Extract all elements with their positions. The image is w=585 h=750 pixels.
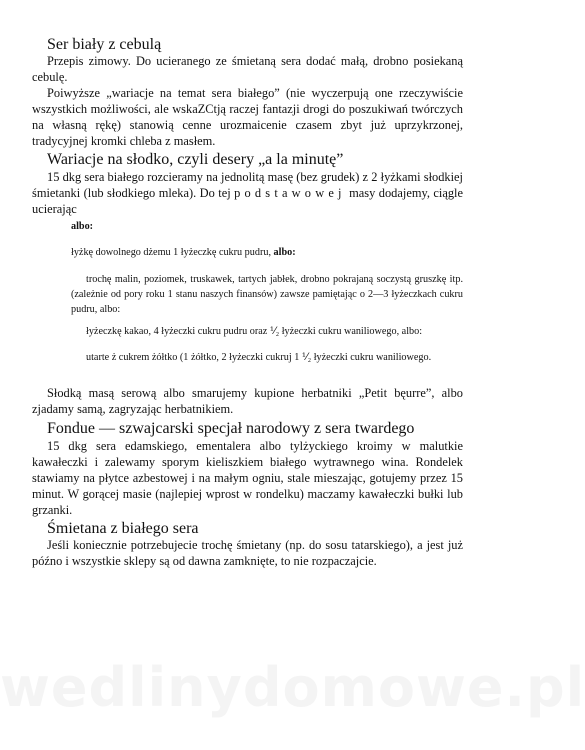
watermark-logo: wedlinydomowe.pl — [0, 656, 585, 719]
option-owoce: trochę malin, poziomek, truskawek, tartych jabłek, drobno pokrajaną soczystą gruszkę itp. (zależnie od pory roku 1 stanu naszych finansów) zawsze pamiętając o 2—3 łyżeczkach cukru pudru, albo: — [71, 274, 463, 315]
option-zoltko: utarte ż cukrem żółtko (1 żółtko, 2 łyżeczki cukruj 1 ⅟₂ łyżeczki cukru waniliowego. — [86, 352, 432, 363]
intro-text-start: 15 dkg sera białego rozcieramy na jednolitą masę (bez grudek) z 2 łyżkami słodkiej śmietanki (lub słodkiego mleka). Do tej — [32, 170, 463, 200]
section-title-wariacje-na-slodko: Wariacje na słodko, czyli desery „a la minutę” — [47, 151, 344, 168]
section-title-smietana: Śmietana z białego sera — [47, 520, 199, 537]
option-dzem-text: łyżkę dowolnego dżemu 1 łyżeczkę cukru pudru, — [71, 247, 271, 258]
option-dzem — [71, 245, 463, 260]
paragraph-smietana-recipe: Jeśli koniecznie potrzebujecie trochę śmietany (np. do sosu tatarskiego), a jest już późno i wszystkie sklepy są od dawna zamknięte, to nie rozpaczajcie. — [32, 538, 463, 568]
paragraph-herbatniki: Słodką masą serową albo smarujemy kupione herbatniki „Petit bęurre”, albo zjadamy samą, zagryzając herbatnikiem. — [32, 386, 463, 416]
paragraph-cebula-recipe: Przepis zimowy. Do ucieranego ze śmietaną sera dodać małą, drobno posiekaną cebulę. — [32, 54, 463, 84]
intro-text-end: masy dodajemy, ciągle ucierając — [32, 186, 463, 216]
paragraph-deser-intro — [32, 169, 463, 217]
intro-spaced-word: podstawowej — [234, 186, 346, 200]
option-dzem-albo: albo: — [273, 247, 296, 258]
paragraph-wariacje-note: Poiwyższe „wariacje na temat sera białego” (nie wyczerpują one rzeczywiście wszystkich możliwości, ale wskaZCtją raczej fantazji drogi do poszukiwań twórczych na własną rękę) stanowią cenne urozmaicenie czasem zbyt już uprzykrzonej, tradycyjnej kromki chleba z masłem. — [32, 86, 463, 148]
option-kakao: łyżeczkę kakao, 4 łyżeczki cukru pudru oraz ⅟₂ łyżeczki cukru waniliowego, albo: — [86, 326, 423, 337]
section-title-ser-bialy-z-cebula: Ser biały z cebulą — [47, 36, 162, 53]
paragraph-fondue-recipe: 15 dkg sera edamskiego, ementalera albo tylżyckiego kroimy w malutkie kawałeczki i zalewamy sporym kieliszkiem białego wytrawnego wina. Rondelek stawiamy na płytce azbestowej i na małym ogniu, stale mieszając, gotujemy przez 15 minut. W gorącej masie (najlepiej wprost w rondelku) maczamy kawałeczki bułki lub grzanki. — [32, 439, 463, 517]
section-title-fondue: Fondue — szwajcarski specjał narodowy z sera twardego — [47, 420, 415, 437]
option-albo-heading: albo: — [71, 221, 94, 232]
